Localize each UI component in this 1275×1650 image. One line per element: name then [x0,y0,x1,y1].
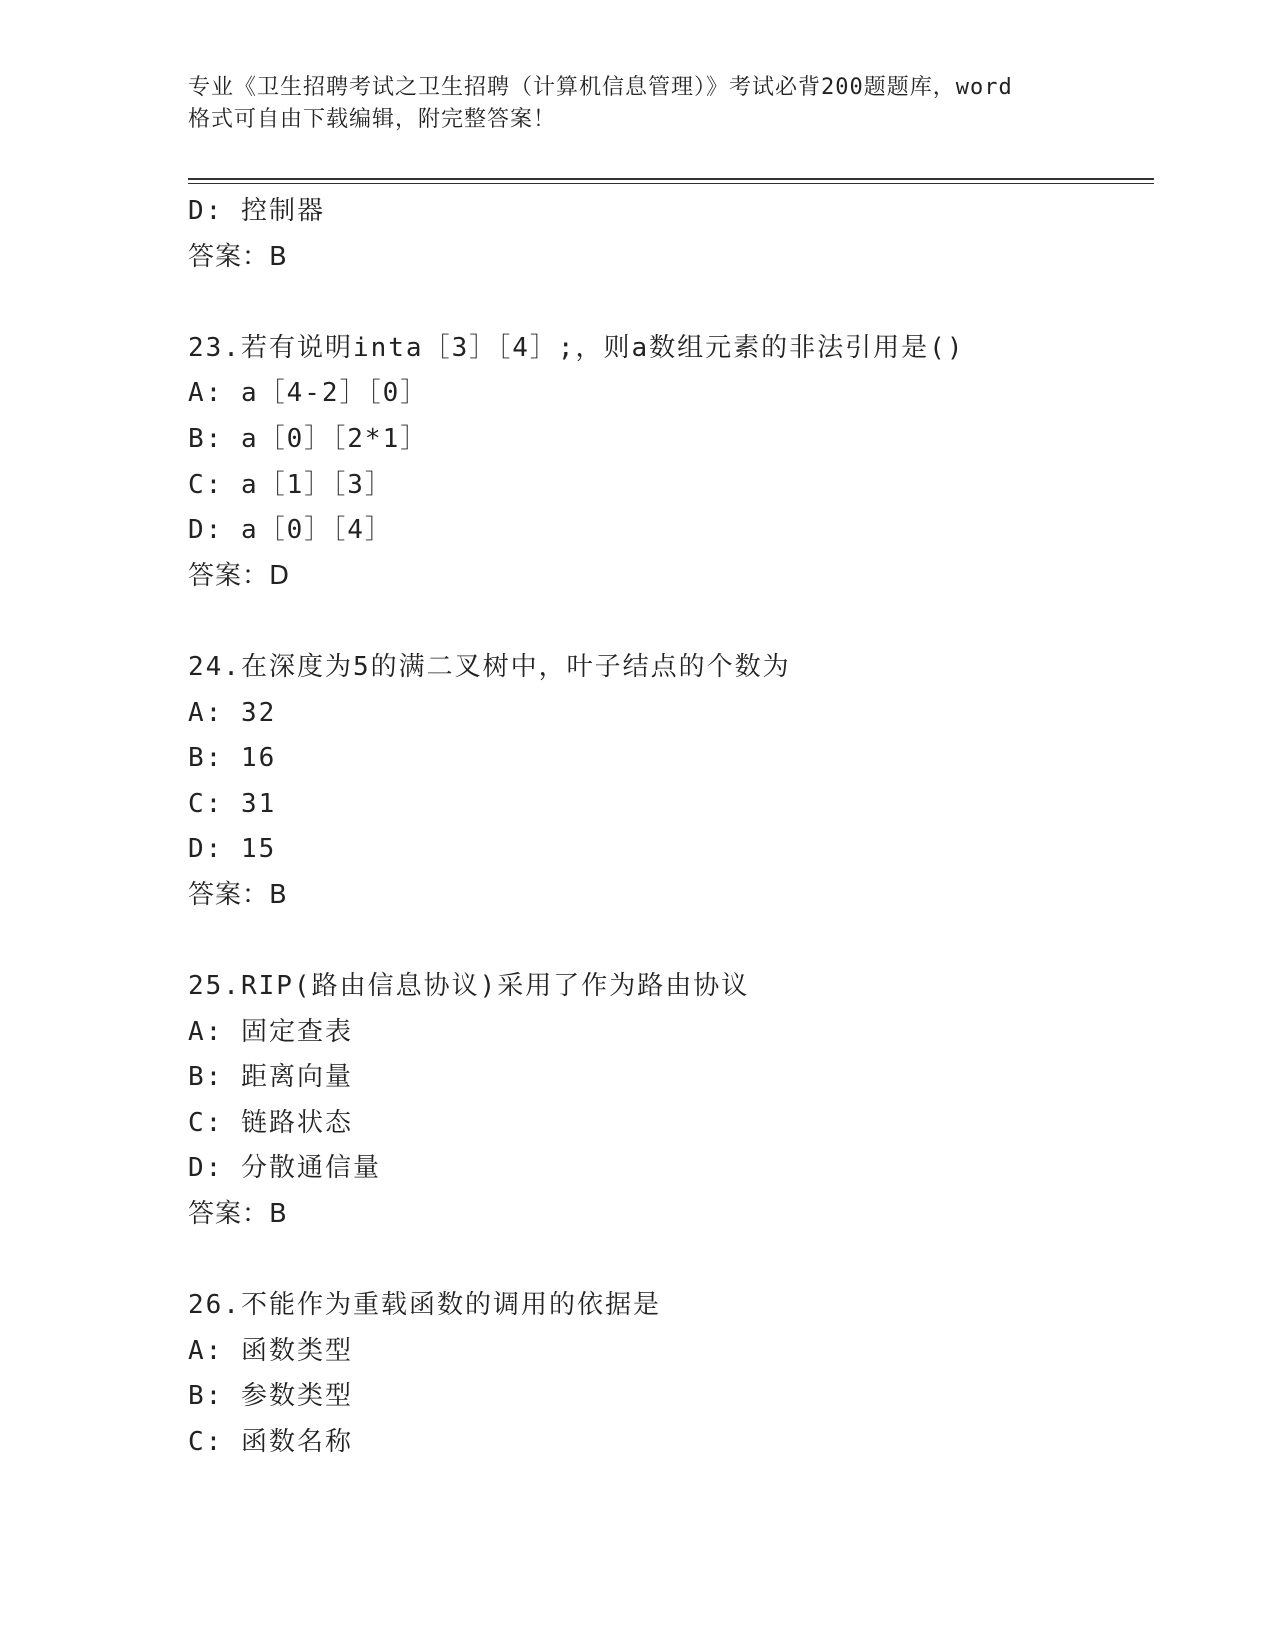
option-d: D: a［0］［4］ [188,515,393,546]
question-stem: 24.在深度为5的满二叉树中，叶子结点的个数为 [188,651,791,682]
answer: 答案：D [188,560,291,591]
question-22-tail [188,189,1154,280]
option-d: D: 15 [188,834,277,865]
question-26 [188,1283,1154,1465]
answer: 答案：B [188,1199,288,1230]
question-25 [188,964,1154,1238]
option-c: C: a［1］［3］ [188,469,393,500]
question-stem: 23.若有说明inta［3］［4］;，则a数组元素的非法引用是() [188,332,965,363]
option-d: D: 控制器 [188,196,325,226]
header-divider-thin [188,183,1154,184]
option-b: B: a［0］［2*1］ [188,423,429,454]
option-c: C: 函数名称 [188,1427,353,1458]
option-a: A: 固定查表 [188,1016,353,1047]
option-b: B: 16 [188,743,277,774]
option-a: A: a［4-2］［0］ [188,378,429,409]
header-divider [188,178,1154,180]
option-b: B: 距离向量 [188,1062,353,1093]
option-b: B: 参数类型 [188,1381,353,1412]
question-stem: 25.RIP(路由信息协议)采用了作为路由协议 [188,971,750,1002]
answer: 答案：B [188,879,288,910]
question-24 [188,645,1154,919]
option-c: C: 31 [188,788,277,819]
header-line-2: 格式可自由下载编辑，附完整答案！ [188,107,557,132]
header-line-1: 专业《卫生招聘考试之卫生招聘（计算机信息管理）》考试必背200题题库，word [188,75,1013,100]
option-a: A: 32 [188,697,277,728]
question-list [188,189,1154,1466]
question-stem: 26.不能作为重载函数的调用的依据是 [188,1290,661,1321]
question-23 [188,326,1154,600]
option-a: A: 函数类型 [188,1335,353,1366]
option-c: C: 链路状态 [188,1107,353,1138]
option-d: D: 分散通信量 [188,1153,381,1184]
document-header [188,72,1088,136]
answer: 答案：B [188,241,288,272]
